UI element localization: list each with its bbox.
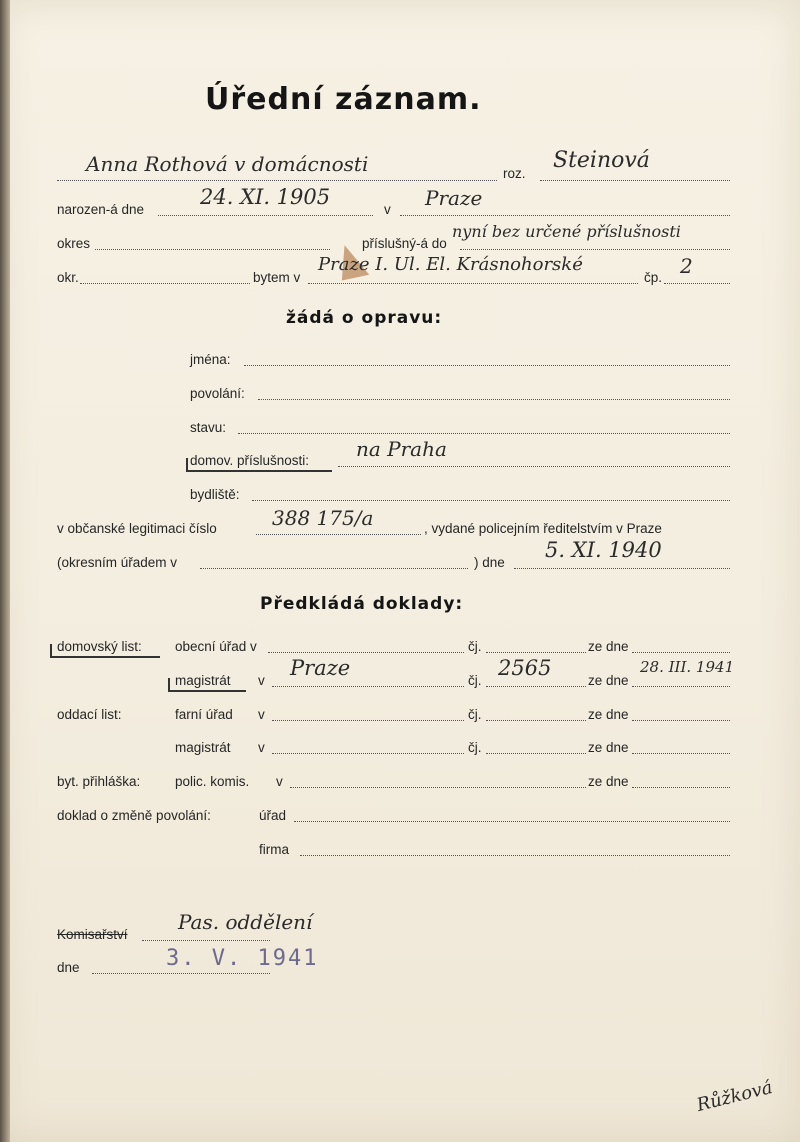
- magistrat-cj-label: čj.: [468, 673, 482, 688]
- domov-bracket: [186, 458, 188, 470]
- magistrat2-place-line: [272, 753, 464, 754]
- okres-label: okres: [57, 236, 91, 251]
- farni-v-label: v: [258, 707, 265, 722]
- stavu-label: stavu:: [190, 420, 227, 435]
- name-handwriting: Anna Rothová v domácnosti: [86, 152, 369, 176]
- born-label: narozen-á dne: [57, 202, 145, 217]
- domov-label: domov. příslušnosti:: [190, 453, 310, 468]
- farni-cj-line: [486, 720, 586, 721]
- obecni-cj-line: [486, 652, 586, 653]
- firma-label: firma: [259, 842, 289, 857]
- prislusny-handwriting: nyní bez určené příslušnosti: [452, 222, 681, 241]
- magistrat2-cj-line: [486, 753, 586, 754]
- zmena-label: doklad o změně povolání:: [57, 808, 211, 823]
- signature-handwriting: Růžková: [694, 1076, 775, 1117]
- polic-place-line: [290, 787, 586, 788]
- bytem-label: bytem v: [253, 270, 301, 285]
- komisarstvi-label: Komisařství: [57, 927, 128, 942]
- firma-line: [300, 855, 730, 856]
- okresnim-line: [200, 568, 468, 569]
- farni-label: farní úřad: [175, 707, 233, 722]
- byt-label: byt. přihláška:: [57, 774, 141, 789]
- date-stamp: 3. V. 1941: [166, 946, 319, 971]
- born-date-line: [158, 215, 373, 216]
- farni-place-line: [272, 720, 464, 721]
- urad-label: úřad: [259, 808, 287, 823]
- maiden-handwriting: Steinová: [553, 148, 650, 173]
- magistrat-bracket: [168, 678, 170, 690]
- obecni-cj-label: čj.: [468, 639, 482, 654]
- magistrat-underline: [168, 690, 246, 692]
- domov-handwriting: na Praha: [356, 437, 447, 461]
- maiden-line: [540, 180, 730, 181]
- prislusny-label: příslušný-á do: [362, 236, 447, 251]
- cp-line: [664, 283, 730, 284]
- komisarstvi-line: [142, 940, 270, 941]
- povolani-label: povolání:: [190, 386, 245, 401]
- okr-label: okr.: [57, 270, 79, 285]
- povolani-line: [258, 399, 730, 400]
- magistrat-cj-handwriting: 2565: [498, 656, 552, 680]
- oddeleni-handwriting: Pas. oddělení: [178, 910, 313, 934]
- magistrat-v-label: v: [258, 673, 265, 688]
- footer-dne-line: [92, 973, 270, 974]
- obecni-label: obecní úřad v: [175, 639, 257, 654]
- legitimace-date-line: [514, 568, 730, 569]
- magistrat2-date-line: [632, 753, 730, 754]
- jmena-label: jména:: [190, 352, 231, 367]
- obecni-place-line: [268, 652, 464, 653]
- domov-line: [338, 466, 730, 467]
- magistrat-date-handwriting: 28. III. 1941: [640, 658, 735, 676]
- obecni-ze-dne-label: ze dne: [588, 639, 629, 654]
- bydliste-line: [252, 500, 730, 501]
- domov-underline: [186, 470, 332, 472]
- name-line: [57, 180, 497, 181]
- address-handwriting: Praze I. Ul. El. Krásnohorské: [318, 254, 583, 275]
- magistrat-place-line: [272, 686, 464, 687]
- doklady-heading: Předkládá doklady:: [260, 594, 464, 614]
- farni-ze-dne-label: ze dne: [588, 707, 629, 722]
- legitimace-issued-text: , vydané policejním ředitelstvím v Praze: [424, 521, 662, 536]
- magistrat2-v-label: v: [258, 740, 265, 755]
- address-line: [308, 283, 638, 284]
- farni-cj-label: čj.: [468, 707, 482, 722]
- born-v-label: v: [384, 202, 391, 217]
- okr-line: [80, 283, 250, 284]
- cp-label: čp.: [644, 270, 663, 285]
- domovsky-bracket: [50, 644, 52, 656]
- oddaci-label: oddací list:: [57, 707, 122, 722]
- polic-date-line: [632, 787, 730, 788]
- stavu-line: [238, 433, 730, 434]
- prislusny-line: [460, 249, 730, 250]
- zada-heading: žádá o opravu:: [286, 308, 443, 328]
- legitimace-number-handwriting: 388 175/a: [272, 506, 374, 530]
- document-title: Úřední záznam.: [205, 82, 482, 117]
- farni-date-line: [632, 720, 730, 721]
- magistrat-cj-line: [486, 686, 586, 687]
- magistrat-place-handwriting: Praze: [290, 656, 351, 680]
- okresnim-label: (okresním úřadem v: [57, 555, 178, 570]
- legitimace-dne-label: ) dne: [474, 555, 505, 570]
- magistrat2-cj-label: čj.: [468, 740, 482, 755]
- domovsky-label: domovský list:: [57, 639, 142, 654]
- urad-line: [294, 821, 730, 822]
- legitimace-date-handwriting: 5. XI. 1940: [545, 538, 662, 562]
- cp-handwriting: 2: [680, 254, 693, 278]
- polic-v-label: v: [276, 774, 283, 789]
- legitimace-number-line: [256, 534, 421, 535]
- born-place-handwriting: Praze: [425, 186, 483, 210]
- legitimace-label: v občanské legitimaci číslo: [57, 521, 217, 536]
- magistrat-label: magistrát: [175, 673, 231, 688]
- magistrat2-ze-dne-label: ze dne: [588, 740, 629, 755]
- magistrat-date-line: [632, 686, 730, 687]
- domovsky-underline: [50, 656, 160, 658]
- magistrat2-label: magistrát: [175, 740, 231, 755]
- born-place-line: [400, 215, 730, 216]
- bydliste-label: bydliště:: [190, 487, 240, 502]
- born-date-handwriting: 24. XI. 1905: [200, 185, 331, 209]
- polic-ze-dne-label: ze dne: [588, 774, 629, 789]
- okres-line: [95, 249, 330, 250]
- magistrat-ze-dne-label: ze dne: [588, 673, 629, 688]
- footer-dne-label: dne: [57, 960, 80, 975]
- jmena-line: [244, 365, 730, 366]
- roz-label: roz.: [503, 166, 526, 181]
- obecni-date-line: [632, 652, 730, 653]
- polic-label: polic. komis.: [175, 774, 250, 789]
